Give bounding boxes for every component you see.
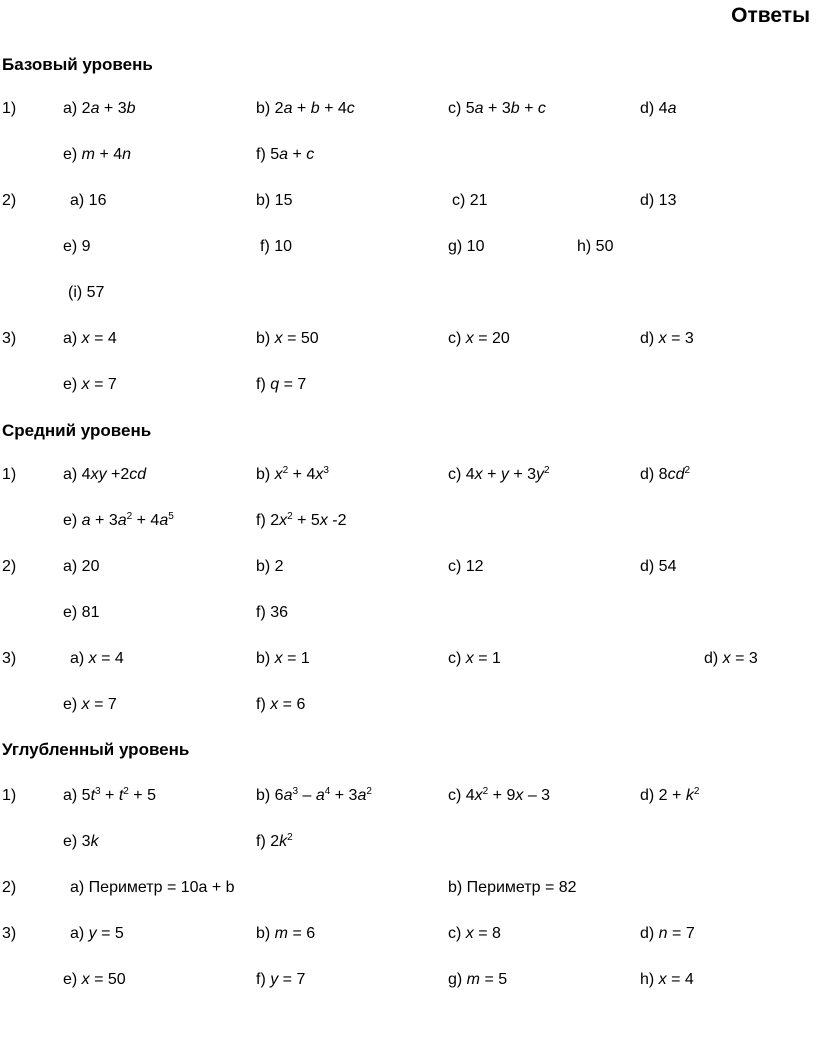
answer-basic-2b: b) 15 [256,192,293,209]
answer-middle-1a: a) 4xy +2cd [63,466,147,483]
answer-basic-3c: c) x = 20 [448,330,510,347]
problem-number: 3) [2,650,17,667]
answer-basic-1e: e) m + 4n [63,146,132,163]
answer-basic-1f: f) 5a + c [256,146,315,163]
answer-basic-2h: h) 50 [577,238,614,255]
page-title: Ответы [731,4,810,27]
answer-advanced-3d: d) n = 7 [640,925,695,942]
answer-advanced-3g: g) m = 5 [448,971,508,988]
answer-advanced-3e: e) x = 50 [63,971,126,988]
section-advanced-heading: Углубленный уровень [2,740,190,759]
answer-basic-2g: g) 10 [448,238,485,255]
answer-middle-1c: c) $4x + y + 3y^2$ [448,465,550,483]
answer-middle-2b: b) 2 [256,558,284,575]
answer-advanced-1c: c) $4x^2 + 9x - 3$ [448,786,551,804]
problem-number: 3) [2,330,17,347]
answer-basic-2i: (i) 57 [68,284,105,301]
answer-advanced-3f: f) y = 7 [256,971,306,988]
answer-middle-3b: b) x = 1 [256,650,310,667]
section-basic-heading: Базовый уровень [2,55,153,74]
answer-advanced-2a: a) Периметр = 10a + b [70,879,235,896]
answer-middle-1d: d) $8cd^2$ [640,465,691,483]
answer-middle-3c: c) x = 1 [448,650,501,667]
problem-number: 2) [2,879,17,896]
answer-basic-2c: c) 21 [452,192,488,209]
answer-basic-3f: f) q = 7 [256,376,307,393]
answer-advanced-3a: a) y = 5 [70,925,124,942]
answer-middle-1e: e) $a + 3a^2 + 4a^5$ [63,511,174,529]
answer-basic-1b: b) 2a + b + 4c [256,100,355,117]
problem-number: 2) [2,192,17,209]
answer-middle-1f: f) $2x^2 + 5x$ -2 [256,511,347,529]
answer-basic-3b: b) x = 50 [256,330,319,347]
answer-advanced-1f: f) $2k^2$ [256,832,293,850]
answer-advanced-1e: e) 3k [63,833,99,850]
answer-basic-2d: d) 13 [640,192,677,209]
answer-basic-2a: a) 16 [70,192,107,209]
answer-advanced-3c: c) x = 8 [448,925,501,942]
answer-middle-2e: e) 81 [63,604,100,621]
answer-middle-3f: f) x = 6 [256,696,306,713]
answer-advanced-3h: h) x = 4 [640,971,694,988]
answer-middle-3a: a) x = 4 [70,650,124,667]
answer-middle-3e: e) x = 7 [63,696,117,713]
answer-basic-3d: d) x = 3 [640,330,694,347]
answer-advanced-1b: b) $6a^3 - a^4 + 3a^2$ [256,786,372,804]
answer-middle-2d: d) 54 [640,558,677,575]
problem-number: 1) [2,787,17,804]
answer-basic-1a: a) 2a + 3b [63,100,136,117]
answer-middle-2a: a) 20 [63,558,100,575]
answer-middle-1b: b) $x^2 + 4x^3$ [256,465,329,483]
problem-number: 3) [2,925,17,942]
answer-basic-2e: e) 9 [63,238,91,255]
problem-number: 1) [2,466,17,483]
answer-advanced-3b: b) m = 6 [256,925,316,942]
answer-advanced-1a: a) $5t^3 + t^2 + 5$ [63,786,156,804]
section-middle-heading: Средний уровень [2,421,152,440]
answer-basic-3a: a) x = 4 [63,330,117,347]
answer-basic-2f: f) 10 [260,238,293,255]
problem-number: 1) [2,100,17,117]
answer-basic-1d: d) 4a [640,100,677,117]
answer-middle-3d: d) x = 3 [704,650,758,667]
problem-number: 2) [2,558,17,575]
answer-middle-2c: c) 12 [448,558,484,575]
answer-advanced-2b: b) Периметр = 82 [448,879,577,896]
answer-middle-2f: f) 36 [256,604,289,621]
answer-advanced-1d: d) $2 + k^2$ [640,786,700,804]
answer-basic-3e: e) x = 7 [63,376,117,393]
answer-basic-1c: c) 5a + 3b + c [448,100,546,117]
